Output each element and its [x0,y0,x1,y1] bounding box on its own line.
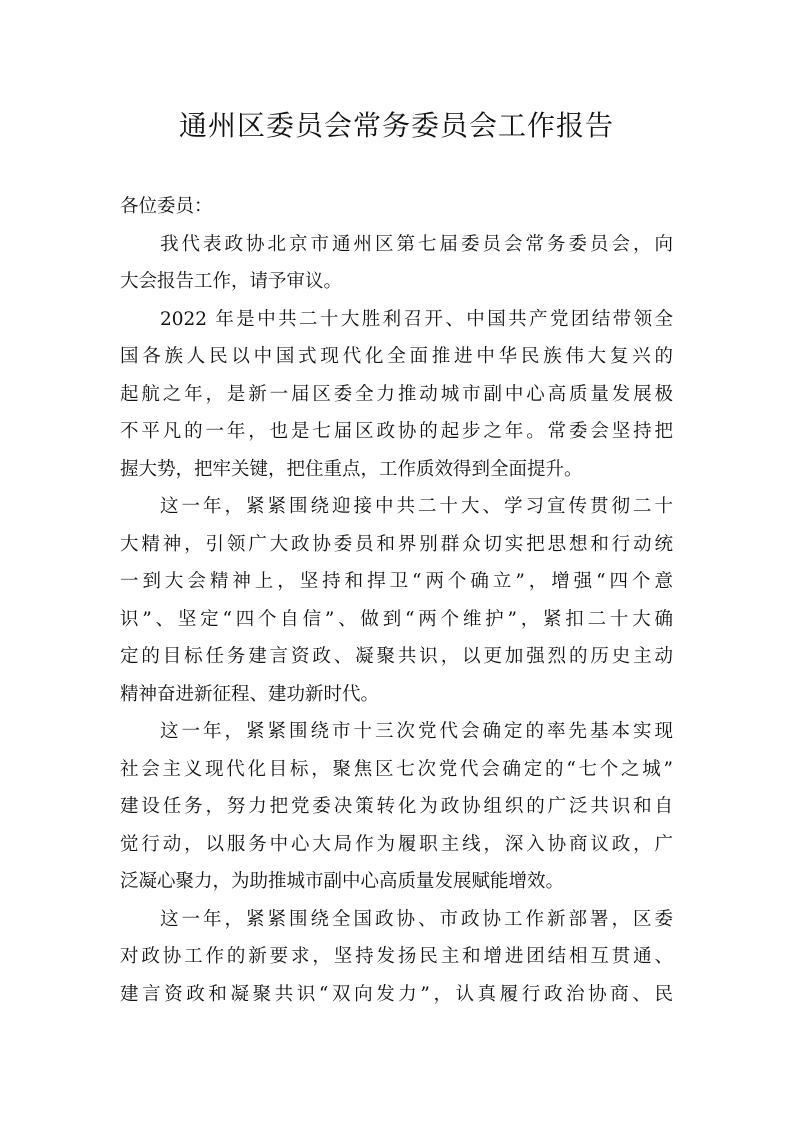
text-line: 这一年，紧紧围绕全国政协、市政协工作新部署，区委 [160,908,673,930]
paragraph [120,301,673,489]
text-line: 2022 年是中共二十大胜利召开、中国共产党团结带领全 [160,308,673,330]
text-line: 握大势，把牢关键，把住重点，工作质效得到全面提升。 [120,458,583,480]
text-line: 大精神，引领广大政协委员和界别群众切实把思想和行动统 [120,533,673,555]
text-line: 这一年，紧紧围绕迎接中共二十大、学习宣传贯彻二十 [160,496,673,517]
text-line: 觉行动，以服务中心大局作为履职主线，深入协商议政，广 [120,833,673,855]
salutation [120,188,673,226]
text-line: 精神奋进新征程、建功新时代。 [120,683,380,705]
document-title: 通州区委员会常务委员会工作报告 [178,109,614,142]
paragraph [120,226,673,301]
text-line: 一到大会精神上，坚持和捍卫“两个确立”，增强“四个意 [120,571,673,592]
text-line: 大会报告工作，请予审议。 [120,271,343,292]
text-line: 各位委员： [120,196,213,217]
text-line: 不平凡的一年，也是七届区政协的起步之年。常委会坚持把 [120,421,673,442]
text-line: 这一年，紧紧围绕市十三次党代会确定的率先基本实现 [160,721,673,742]
paragraph [120,488,673,713]
paragraph [120,901,673,1014]
text-line: 泛凝心聚力，为助推城市副中心高质量发展赋能增效。 [120,871,565,892]
text-line: 社会主义现代化目标，聚焦区七次党代会确定的“七个之城” [120,758,673,780]
paragraph [120,713,673,901]
text-line: 对政协工作的新要求，坚持发扬民主和增进团结相互贯通、 [120,946,673,967]
text-line: 建设任务，努力把党委决策转化为政协组织的广泛共识和自 [120,796,673,817]
text-line: 识”、坚定“四个自信”、做到“两个维护”，紧扣二十大确 [120,608,673,630]
text-line: 起航之年，是新一届区委全力推动城市副中心高质量发展极 [120,383,673,405]
text-line: 我代表政协北京市通州区第七届委员会常务委员会，向 [160,233,673,255]
text-line: 国各族人民以中国式现代化全面推进中华民族伟大复兴的 [120,346,673,367]
document-body [120,188,673,1013]
text-line: 建言资政和凝聚共识“双向发力”，认真履行政治协商、民 [120,983,673,1005]
text-line: 定的目标任务建言资政、凝聚共识，以更加强烈的历史主动 [120,646,673,667]
